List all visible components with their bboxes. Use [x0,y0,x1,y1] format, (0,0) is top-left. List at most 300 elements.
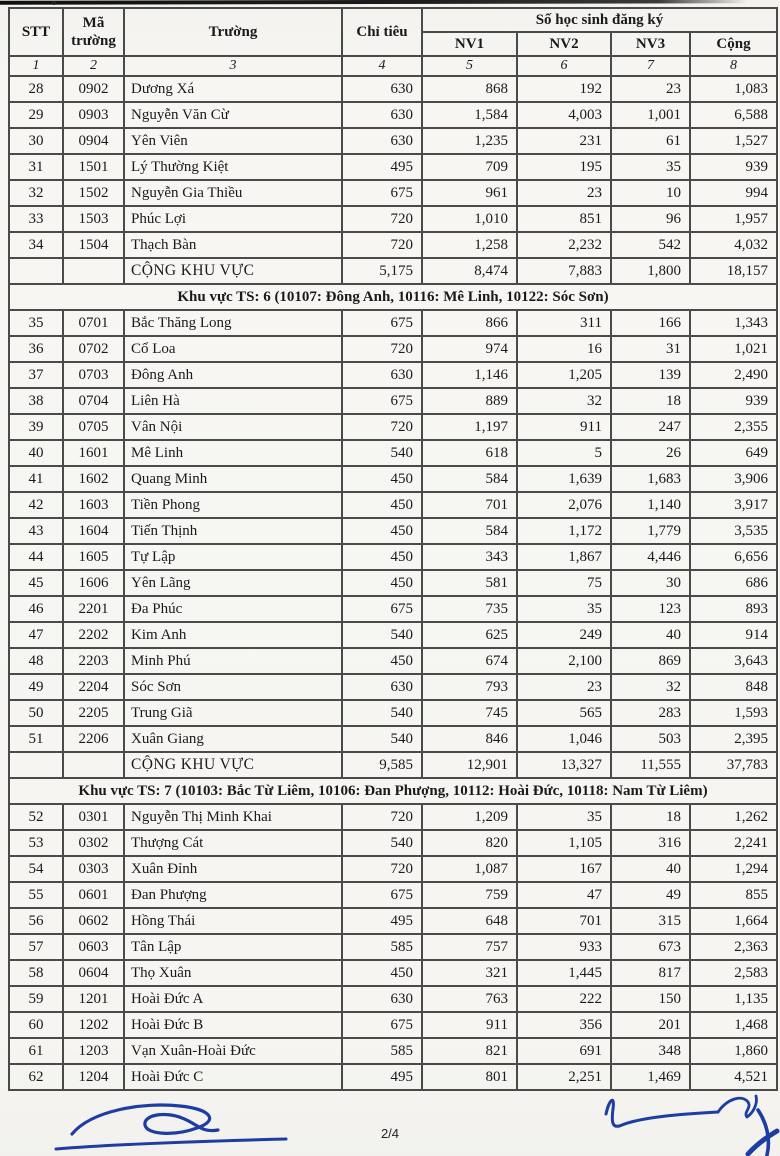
cell-school-name: Bắc Thăng Long [124,310,342,336]
cell-school-code: 1504 [63,232,124,258]
cell-nv3: 201 [611,1012,690,1038]
column-index-cell: 5 [422,56,517,76]
cell-nv3: 4,446 [611,544,690,570]
cell-total: 686 [690,570,777,596]
cell-school-code: 0601 [63,882,124,908]
cell-nv1: 581 [422,570,517,596]
cell-school-code: 1202 [63,1012,124,1038]
table-row [9,102,777,128]
cell-quota: 585 [342,1038,422,1064]
cell-nv1: 866 [422,310,517,336]
cell-nv2: 5 [517,440,611,466]
table-row [9,986,777,1012]
cell-school-code: 0604 [63,960,124,986]
scan-dot-artifact [52,1,56,5]
cell-quota: 495 [342,154,422,180]
cell-school-name: Hồng Thái [124,908,342,934]
cell-stt: 39 [9,414,63,440]
cell-nv2: 1,105 [517,830,611,856]
cell-total: 1,294 [690,856,777,882]
page-number: 2/4 [380,1126,400,1141]
table-row [9,206,777,232]
cell-quota: 630 [342,986,422,1012]
cell-school-code: 2204 [63,674,124,700]
col-header-stt: STT [9,8,63,56]
cell-school-name: Trung Giã [124,700,342,726]
cell-quota: 675 [342,180,422,206]
cell-stt: 60 [9,1012,63,1038]
section-title: Khu vực TS: 7 (10103: Bắc Từ Liêm, 10106: Đan Phượng, 10112: Hoài Đức, 10118: Nam Từ Liêm) [9,778,777,804]
table-row [9,128,777,154]
cell-nv3: 26 [611,440,690,466]
cell-school-code: 1204 [63,1064,124,1090]
cell-nv1: 625 [422,622,517,648]
cell-quota: 630 [342,362,422,388]
cell-nv2: 1,172 [517,518,611,544]
col-header-cong: Cộng [690,32,777,56]
cell-school-name: Đan Phượng [124,882,342,908]
cell-nv1: 868 [422,76,517,102]
col-header-nv3: NV3 [611,32,690,56]
cell-school-name: Tân Lập [124,934,342,960]
cell-nv3: 247 [611,414,690,440]
cell-quota: 450 [342,492,422,518]
cell-nv3: 283 [611,700,690,726]
cell-quota: 630 [342,76,422,102]
scan-edge-artifact [0,0,748,5]
cell-school-name: Lý Thường Kiệt [124,154,342,180]
cell-total: 893 [690,596,777,622]
column-index-row [9,56,777,76]
cell-stt: 36 [9,336,63,362]
table-row [9,1038,777,1064]
cell-stt: 29 [9,102,63,128]
cell-school-name: Yên Viên [124,128,342,154]
cell-quota: 720 [342,206,422,232]
cell-school-code: 2206 [63,726,124,752]
cell-total: 4,032 [690,232,777,258]
cell-nv2: 2,100 [517,648,611,674]
cell-school-code: 0602 [63,908,124,934]
cell-school-code: 0302 [63,830,124,856]
cell-total: 18,157 [690,258,777,284]
table-row [9,700,777,726]
cell-quota: 585 [342,934,422,960]
cell-nv3: 166 [611,310,690,336]
cell-nv3: 1,469 [611,1064,690,1090]
cell-quota: 450 [342,960,422,986]
cell-nv3: 348 [611,1038,690,1064]
cell-stt: 52 [9,804,63,830]
cell-school-code: 1606 [63,570,124,596]
cell-total: 1,527 [690,128,777,154]
table-row [9,648,777,674]
table-row [9,336,777,362]
cell-quota: 675 [342,596,422,622]
cell-quota: 450 [342,518,422,544]
table-row [9,232,777,258]
cell-nv2: 2,251 [517,1064,611,1090]
cell-quota: 720 [342,804,422,830]
cell-total: 2,583 [690,960,777,986]
cell-school-code: 0705 [63,414,124,440]
cell-nv2: 195 [517,154,611,180]
cell-nv2: 1,046 [517,726,611,752]
table-row [9,518,777,544]
cell-stt: 50 [9,700,63,726]
cell-stt: 38 [9,388,63,414]
cell-school-code: 1203 [63,1038,124,1064]
cell-total: 855 [690,882,777,908]
cell-nv3: 96 [611,206,690,232]
cell-total: 2,355 [690,414,777,440]
section-header-row [9,778,777,804]
column-index-cell: 1 [9,56,63,76]
cell-total: 1,860 [690,1038,777,1064]
cell-school-code: 0904 [63,128,124,154]
cell-quota: 540 [342,440,422,466]
cell-stt: 55 [9,882,63,908]
cell-nv2: 701 [517,908,611,934]
cell-nv1: 701 [422,492,517,518]
column-index-cell: 2 [63,56,124,76]
cell-school-name: Hoài Đức A [124,986,342,1012]
cell-nv3: 542 [611,232,690,258]
table-row [9,414,777,440]
cell-school-code: 1603 [63,492,124,518]
cell-school-name: Kim Anh [124,622,342,648]
cell-school-name: Thạch Bàn [124,232,342,258]
cell-school-name: Nguyễn Văn Cừ [124,102,342,128]
cell-nv3: 11,555 [611,752,690,778]
table-header [9,8,777,76]
cell-stt [9,752,63,778]
cell-school-code: 0902 [63,76,124,102]
cell-total: 2,395 [690,726,777,752]
cell-nv2: 222 [517,986,611,1012]
table-row [9,180,777,206]
cell-school-code: 0702 [63,336,124,362]
cell-total: 3,643 [690,648,777,674]
cell-total: 994 [690,180,777,206]
cell-quota: 450 [342,544,422,570]
cell-total: 6,588 [690,102,777,128]
cell-nv3: 503 [611,726,690,752]
cell-nv3: 49 [611,882,690,908]
cell-school-name: Nguyễn Thị Minh Khai [124,804,342,830]
cell-nv2: 1,867 [517,544,611,570]
cell-total: 2,363 [690,934,777,960]
cell-nv1: 343 [422,544,517,570]
cell-school-name: Minh Phú [124,648,342,674]
cell-nv2: 192 [517,76,611,102]
cell-nv1: 974 [422,336,517,362]
cell-school-code: 2201 [63,596,124,622]
cell-total: 2,241 [690,830,777,856]
cell-total: 914 [690,622,777,648]
column-index-cell: 6 [517,56,611,76]
cell-school-code: 1605 [63,544,124,570]
cell-quota: 720 [342,336,422,362]
cell-nv2: 1,639 [517,466,611,492]
cell-nv1: 821 [422,1038,517,1064]
cell-nv1: 648 [422,908,517,934]
cell-school-name: Yên Lãng [124,570,342,596]
cell-stt: 42 [9,492,63,518]
cell-school-code: 1503 [63,206,124,232]
cell-stt: 34 [9,232,63,258]
cell-stt: 40 [9,440,63,466]
column-index-cell: 8 [690,56,777,76]
cell-nv1: 1,146 [422,362,517,388]
table-row [9,570,777,596]
cell-quota: 675 [342,388,422,414]
cell-stt: 31 [9,154,63,180]
table-row [9,674,777,700]
cell-school-name: Tiền Phong [124,492,342,518]
cell-stt: 28 [9,76,63,102]
table-row [9,440,777,466]
cell-quota: 450 [342,648,422,674]
cell-school-name: Phúc Lợi [124,206,342,232]
cell-school-name: Tiến Thịnh [124,518,342,544]
cell-school-code: 0603 [63,934,124,960]
cell-school-name: Cổ Loa [124,336,342,362]
cell-total: 3,535 [690,518,777,544]
col-header-truong: Trường [124,8,342,56]
cell-nv2: 565 [517,700,611,726]
cell-total: 1,468 [690,1012,777,1038]
cell-nv2: 911 [517,414,611,440]
cell-nv1: 759 [422,882,517,908]
cell-nv1: 745 [422,700,517,726]
cell-total: 3,917 [690,492,777,518]
cell-school-name: Liên Hà [124,388,342,414]
section-title: Khu vực TS: 6 (10107: Đông Anh, 10116: Mê Linh, 10122: Sóc Sơn) [9,284,777,310]
cell-total: 3,906 [690,466,777,492]
cell-nv2: 2,076 [517,492,611,518]
cell-nv2: 35 [517,804,611,830]
table-row [9,492,777,518]
cell-nv2: 249 [517,622,611,648]
cell-nv3: 23 [611,76,690,102]
cell-school-code: 1201 [63,986,124,1012]
cell-nv1: 1,258 [422,232,517,258]
cell-nv2: 851 [517,206,611,232]
cell-nv3: 1,800 [611,258,690,284]
cell-total: 2,490 [690,362,777,388]
column-index-cell: 3 [124,56,342,76]
cell-nv1: 321 [422,960,517,986]
cell-nv3: 817 [611,960,690,986]
cell-total: 1,593 [690,700,777,726]
enrollment-table [8,7,778,1091]
cell-stt: 45 [9,570,63,596]
cell-total: 37,783 [690,752,777,778]
cell-nv3: 123 [611,596,690,622]
cell-quota: 675 [342,1012,422,1038]
cell-stt: 43 [9,518,63,544]
cell-school-name: Dương Xá [124,76,342,102]
cell-school-name: Hoài Đức B [124,1012,342,1038]
cell-nv1: 763 [422,986,517,1012]
cell-nv1: 961 [422,180,517,206]
cell-stt: 44 [9,544,63,570]
cell-nv2: 311 [517,310,611,336]
cell-nv2: 356 [517,1012,611,1038]
cell-nv3: 40 [611,856,690,882]
table-row [9,310,777,336]
section-header-row [9,284,777,310]
cell-nv1: 1,010 [422,206,517,232]
cell-quota: 540 [342,700,422,726]
region-total-row [9,258,777,284]
cell-nv1: 584 [422,466,517,492]
cell-nv3: 673 [611,934,690,960]
cell-nv2: 4,003 [517,102,611,128]
cell-school-name: Xuân Đỉnh [124,856,342,882]
cell-school-code: 0701 [63,310,124,336]
cell-nv3: 139 [611,362,690,388]
cell-nv3: 10 [611,180,690,206]
cell-nv1: 801 [422,1064,517,1090]
cell-nv2: 1,205 [517,362,611,388]
cell-nv2: 231 [517,128,611,154]
table-body [9,76,777,1090]
cell-school-name: Thượng Cát [124,830,342,856]
cell-nv1: 911 [422,1012,517,1038]
cell-nv3: 1,001 [611,102,690,128]
cell-stt: 49 [9,674,63,700]
cell-nv1: 709 [422,154,517,180]
cell-nv3: 1,779 [611,518,690,544]
table-row [9,830,777,856]
col-header-group-so-hoc-sinh: Số học sinh đăng ký [422,8,777,32]
cell-school-name: Tự Lập [124,544,342,570]
cell-quota: 675 [342,882,422,908]
cell-nv1: 584 [422,518,517,544]
cell-nv3: 315 [611,908,690,934]
table-row [9,362,777,388]
cell-quota: 720 [342,232,422,258]
table-row [9,882,777,908]
cell-nv2: 47 [517,882,611,908]
cell-school-name: Mê Linh [124,440,342,466]
table-row [9,726,777,752]
col-header-chi-tieu: Chỉ tiêu [342,8,422,56]
cell-stt: 33 [9,206,63,232]
cell-quota: 720 [342,414,422,440]
cell-nv1: 889 [422,388,517,414]
table-row [9,1012,777,1038]
cell-school-code: 0303 [63,856,124,882]
cell-nv2: 1,445 [517,960,611,986]
cell-school-code: 1604 [63,518,124,544]
cell-quota: 675 [342,310,422,336]
cell-stt: 30 [9,128,63,154]
cell-total: 4,521 [690,1064,777,1090]
cell-nv3: 316 [611,830,690,856]
cell-quota: 630 [342,128,422,154]
cell-nv2: 75 [517,570,611,596]
cell-nv1: 1,235 [422,128,517,154]
cell-nv3: 18 [611,804,690,830]
cell-nv1: 674 [422,648,517,674]
cell-stt: 59 [9,986,63,1012]
cell-school-code [63,258,124,284]
cell-school-code: 0704 [63,388,124,414]
cell-quota: 9,585 [342,752,422,778]
table-row [9,804,777,830]
cell-quota: 540 [342,622,422,648]
cell-school-code: 1602 [63,466,124,492]
table-row [9,856,777,882]
cell-nv3: 1,683 [611,466,690,492]
cell-stt [9,258,63,284]
cell-school-code: 0903 [63,102,124,128]
cell-nv3: 35 [611,154,690,180]
cell-nv2: 32 [517,388,611,414]
cell-stt: 37 [9,362,63,388]
cell-total: 1,664 [690,908,777,934]
cell-nv1: 1,087 [422,856,517,882]
cell-nv3: 150 [611,986,690,1012]
cell-nv1: 846 [422,726,517,752]
cell-school-code: 2203 [63,648,124,674]
cell-stt: 62 [9,1064,63,1090]
cell-school-code: 1601 [63,440,124,466]
cell-nv3: 31 [611,336,690,362]
cell-stt: 32 [9,180,63,206]
table-row [9,908,777,934]
cell-nv2: 7,883 [517,258,611,284]
table-row [9,544,777,570]
cell-school-code: 0703 [63,362,124,388]
table-row [9,934,777,960]
cell-nv1: 1,584 [422,102,517,128]
cell-school-name: Vân Nội [124,414,342,440]
cell-nv2: 13,327 [517,752,611,778]
cell-quota: 495 [342,1064,422,1090]
cell-nv2: 35 [517,596,611,622]
cell-stt: 51 [9,726,63,752]
cell-total: 1,262 [690,804,777,830]
cell-school-name: Nguyễn Gia Thiều [124,180,342,206]
table-row [9,466,777,492]
cell-stt: 41 [9,466,63,492]
cell-nv2: 16 [517,336,611,362]
col-header-nv1: NV1 [422,32,517,56]
cell-nv1: 735 [422,596,517,622]
cell-school-name: Thọ Xuân [124,960,342,986]
cell-quota: 450 [342,466,422,492]
cell-nv3: 30 [611,570,690,596]
cell-quota: 630 [342,102,422,128]
signature-right-ink [598,1084,780,1156]
cell-nv2: 691 [517,1038,611,1064]
table-row [9,596,777,622]
cell-stt: 35 [9,310,63,336]
cell-stt: 57 [9,934,63,960]
cell-quota: 495 [342,908,422,934]
cell-school-name: Đông Anh [124,362,342,388]
cell-nv2: 933 [517,934,611,960]
cell-nv1: 12,901 [422,752,517,778]
cell-school-name: Đa Phúc [124,596,342,622]
column-index-cell: 7 [611,56,690,76]
cell-stt: 48 [9,648,63,674]
table-row [9,154,777,180]
